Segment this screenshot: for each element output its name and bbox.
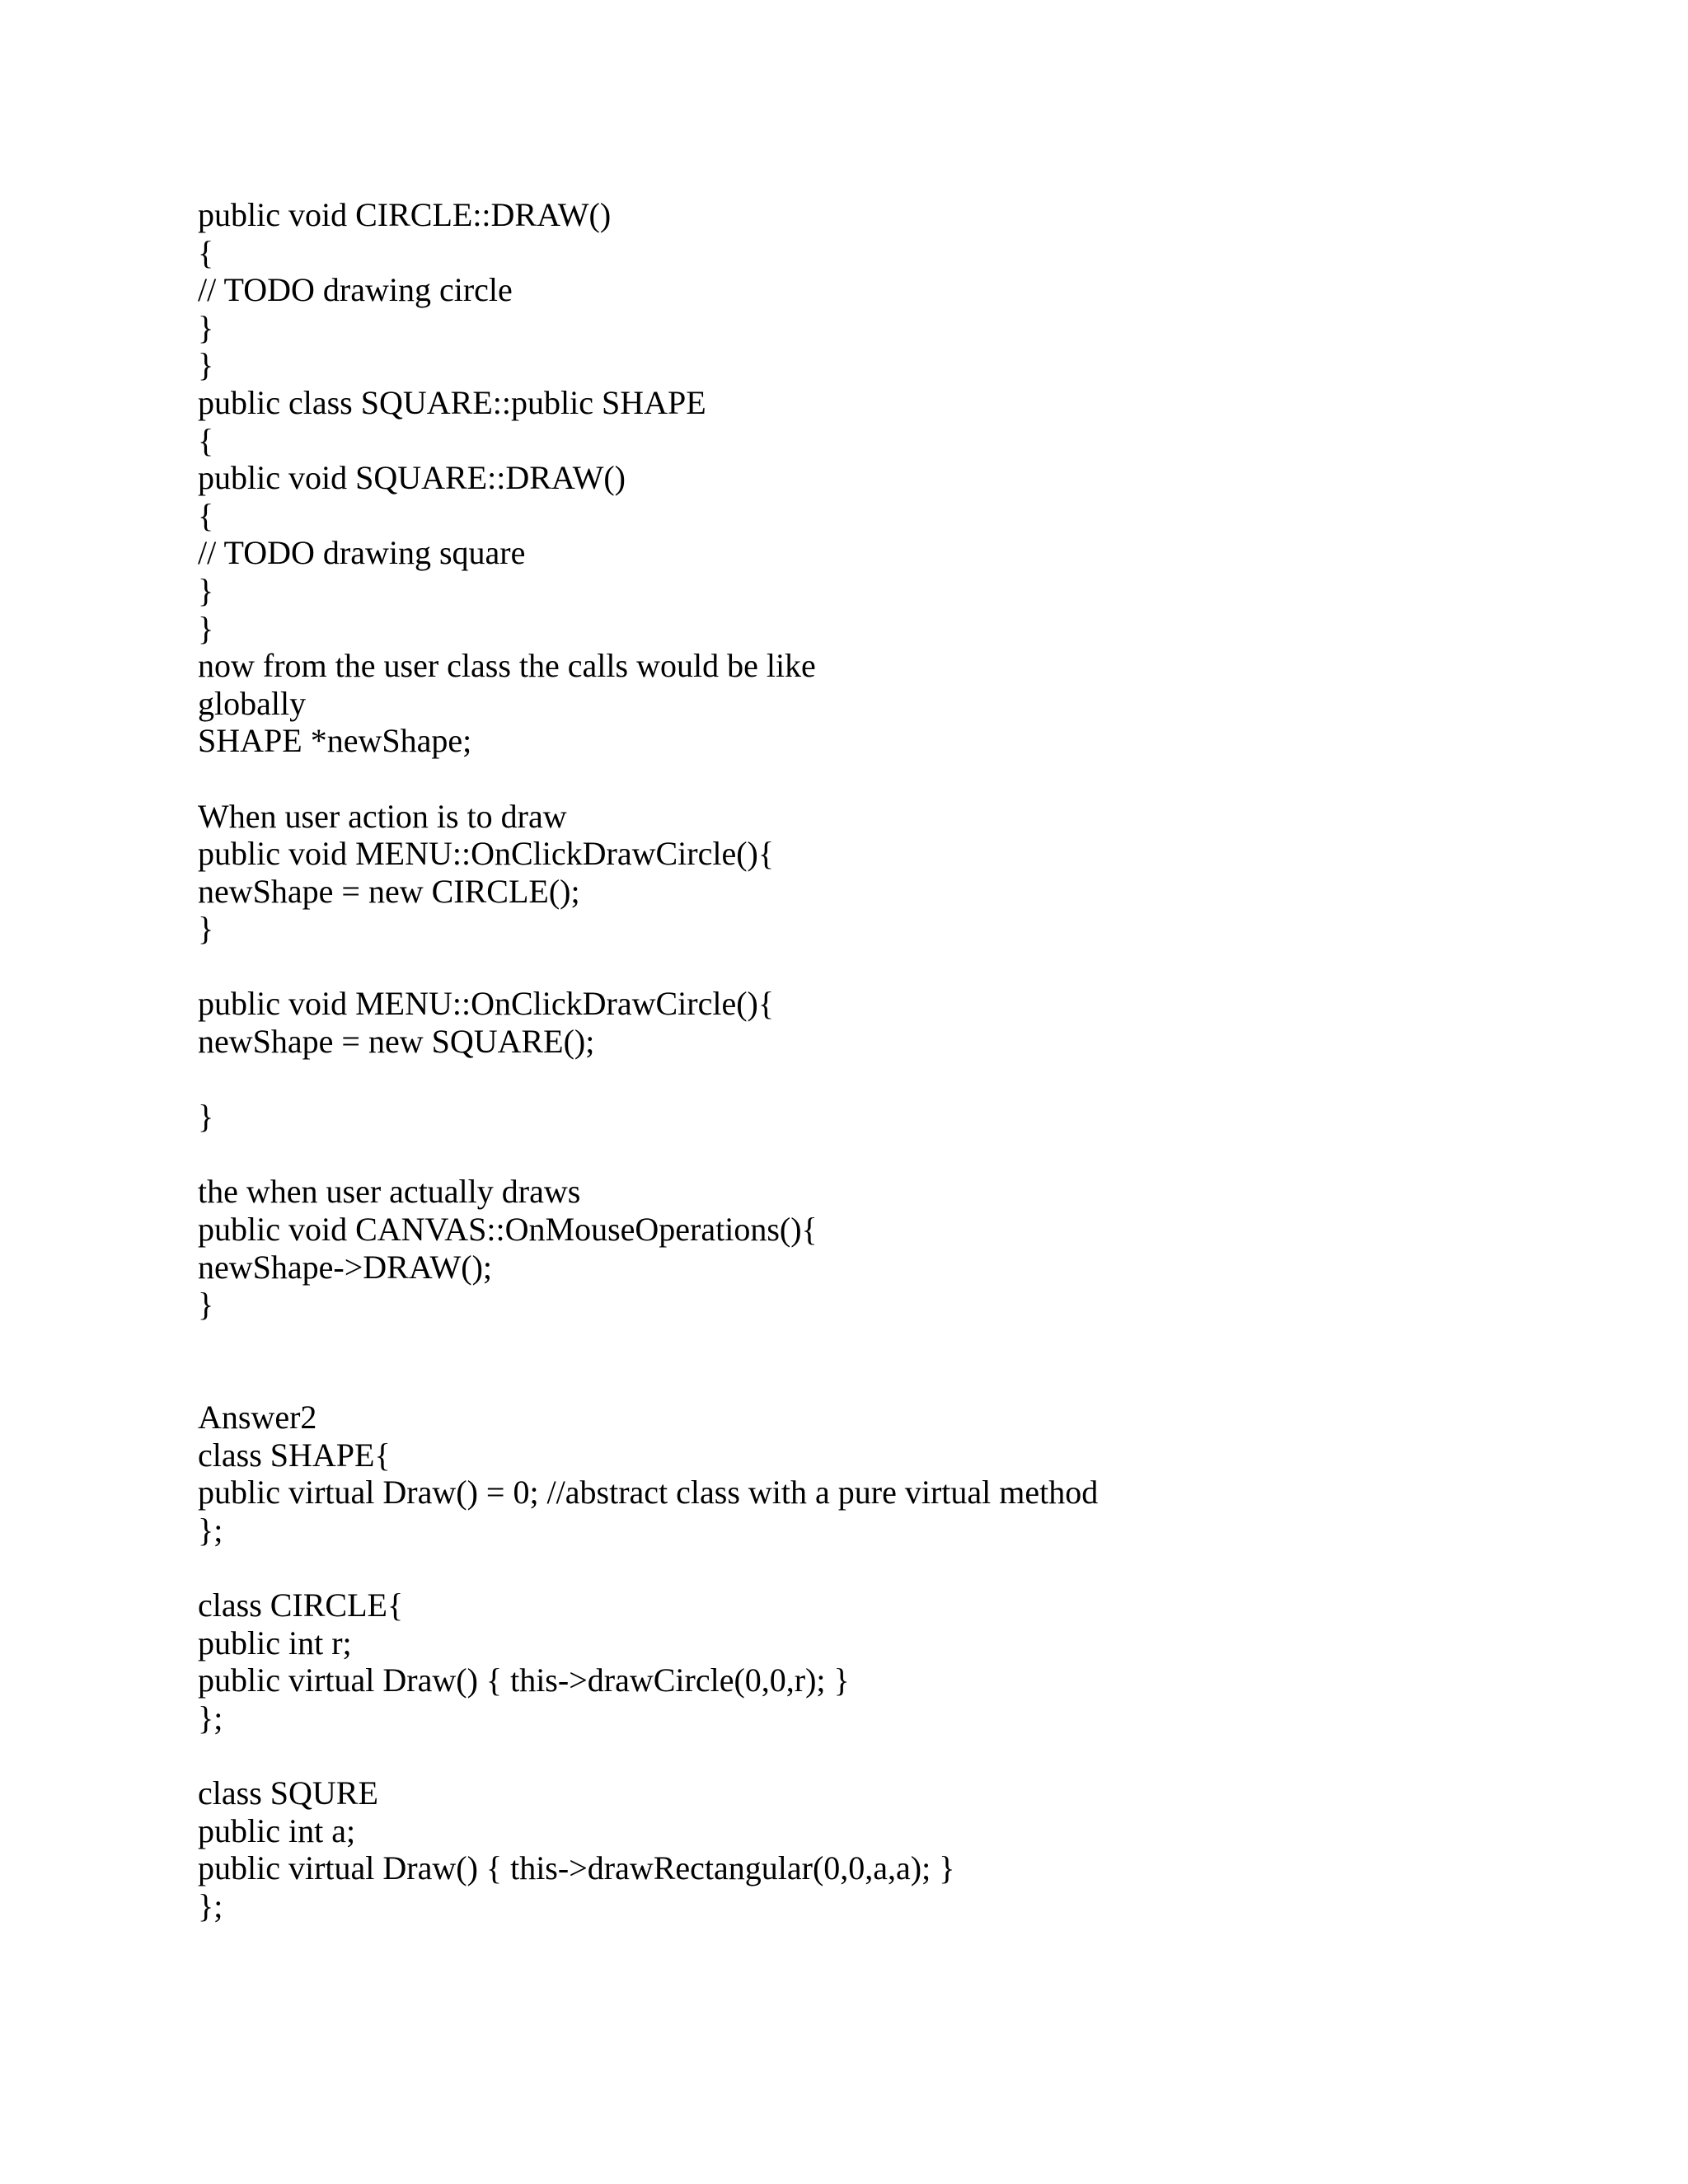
text-line: public void CANVAS::OnMouseOperations(){ xyxy=(198,1211,818,1249)
text-line: { xyxy=(198,496,214,534)
text-line: }; xyxy=(198,1511,223,1549)
blank-line xyxy=(198,1061,1599,1099)
text-line: public virtual Draw() { this->drawRectangular(0,0,a,a); } xyxy=(198,1849,955,1887)
text-line: public void SQUARE::DRAW() xyxy=(198,459,626,497)
text-line: newShape = new SQUARE(); xyxy=(198,1023,595,1061)
text-line: // TODO drawing square xyxy=(198,534,526,572)
text-line: public class SQUARE::public SHAPE xyxy=(198,383,706,421)
code-text-block xyxy=(198,196,1599,1924)
text-line: public void MENU::OnClickDrawCircle(){ xyxy=(198,985,775,1023)
text-line: class SQURE xyxy=(198,1774,378,1811)
text-line: } xyxy=(198,308,214,346)
text-line: globally xyxy=(198,684,307,722)
text-line: } xyxy=(198,910,214,948)
text-line: public virtual Draw() = 0; //abstract class with a pure virtual method xyxy=(198,1474,1099,1511)
text-line: class CIRCLE{ xyxy=(198,1586,404,1624)
blank-line xyxy=(198,1361,1599,1399)
blank-line xyxy=(198,948,1599,986)
text-line: public virtual Draw() { this->drawCircle(0,0,r); } xyxy=(198,1661,850,1699)
text-line: SHAPE *newShape; xyxy=(198,722,472,760)
text-line: When user action is to draw xyxy=(198,797,567,835)
section-heading: Answer2 xyxy=(198,1399,317,1436)
text-line: { xyxy=(198,421,214,459)
text-line: } xyxy=(198,346,214,384)
text-line: { xyxy=(198,233,214,271)
text-line: } xyxy=(198,571,214,609)
text-line: } xyxy=(198,1098,214,1136)
blank-line xyxy=(198,760,1599,798)
text-line: the when user actually draws xyxy=(198,1173,581,1211)
blank-line xyxy=(198,1549,1599,1586)
text-line: }; xyxy=(198,1886,223,1924)
text-line: public int a; xyxy=(198,1811,356,1849)
text-line: newShape = new CIRCLE(); xyxy=(198,872,580,910)
text-line: class SHAPE{ xyxy=(198,1436,391,1474)
text-line: public void CIRCLE::DRAW() xyxy=(198,196,612,233)
text-line: } xyxy=(198,609,214,647)
text-line: now from the user class the calls would be like xyxy=(198,647,816,685)
text-line: public int r; xyxy=(198,1624,352,1661)
text-line: // TODO drawing circle xyxy=(198,271,513,309)
text-line: newShape->DRAW(); xyxy=(198,1248,493,1286)
text-line: } xyxy=(198,1286,214,1324)
text-line: public void MENU::OnClickDrawCircle(){ xyxy=(198,835,775,873)
blank-line xyxy=(198,1736,1599,1774)
blank-line xyxy=(198,1324,1599,1361)
blank-line xyxy=(198,1136,1599,1174)
text-line: }; xyxy=(198,1699,223,1736)
